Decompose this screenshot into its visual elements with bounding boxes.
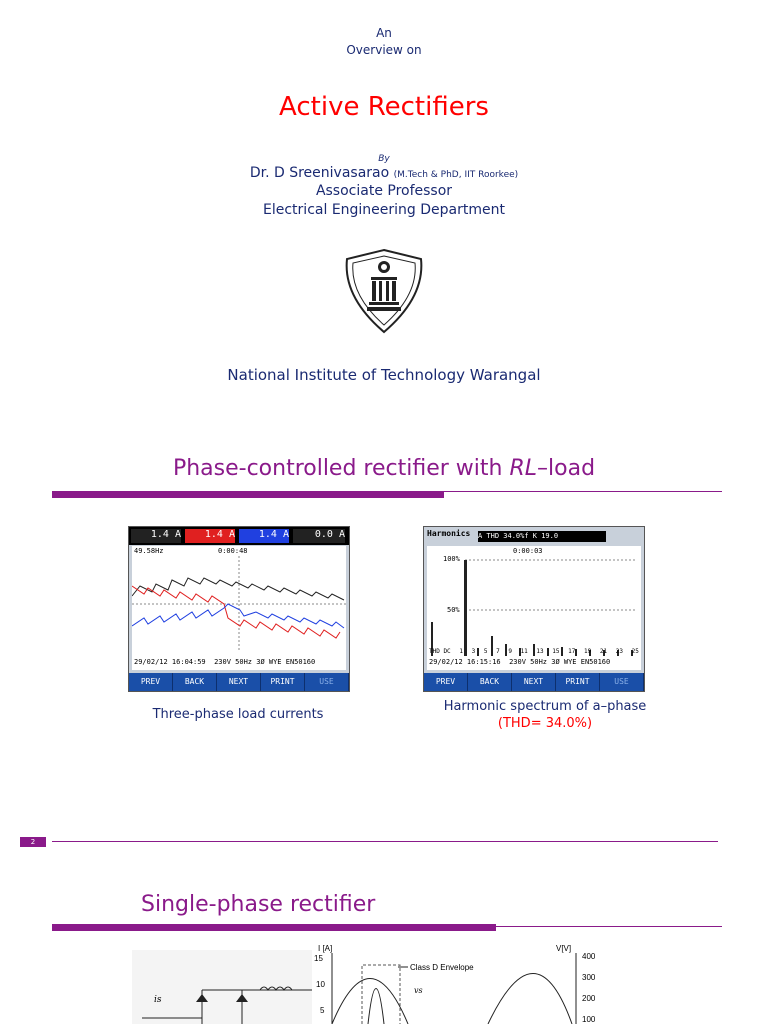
scope-use-button: USE — [305, 673, 349, 691]
thd-readout: A THD 34.0%f K 19.0 — [478, 531, 606, 542]
slide2-footer-rule — [52, 841, 718, 842]
scope-back-button: BACK — [173, 673, 217, 691]
scope-footer — [134, 658, 315, 666]
slide2-title-suffix: –load — [537, 456, 596, 481]
slide2-title — [0, 456, 768, 481]
author-department: Electrical Engineering Department — [263, 202, 505, 218]
caption-harmonic-spectrum: Harmonic spectrum of a–phase — [443, 699, 647, 714]
x-label: THD DC — [429, 648, 451, 655]
slide2-title-prefix: Phase-controlled rectifier with — [172, 456, 510, 481]
harmonics-elapsed: 0:00:03 — [513, 547, 543, 555]
label-100-percent: 100% — [443, 555, 460, 563]
x-label: 13 — [536, 648, 544, 655]
caption-three-phase-currents: Three-phase load currents — [152, 707, 324, 722]
page-number-badge: 2 — [20, 837, 46, 847]
harmonics-use-button: USE — [600, 673, 644, 691]
x-label: 21 — [599, 648, 608, 655]
harmonic-x-labels — [429, 648, 639, 655]
slide3-title: Single-phase rectifier — [141, 892, 376, 917]
left-axis-label: I [A] — [318, 944, 333, 953]
x-label: 9 — [508, 648, 512, 655]
harmonics-prev-button: PREV — [424, 673, 468, 691]
author-line — [0, 165, 768, 181]
chn-reading: 0.0 A — [293, 529, 345, 543]
intro-overview-on: Overview on — [346, 43, 422, 57]
author-credentials: (M.Tech & PhD, IIT Roorkee) — [393, 170, 519, 180]
scope-harmonic-spectrum — [423, 526, 645, 692]
harmonic-bars — [427, 556, 641, 656]
x-label: 15 — [552, 648, 560, 655]
left-tick: 10 — [316, 980, 325, 989]
x-label: 25 — [631, 648, 639, 655]
right-tick: 300 — [582, 973, 596, 982]
x-label: 5 — [483, 648, 488, 655]
harmonics-footer — [429, 658, 610, 666]
scope-screen — [132, 546, 346, 670]
x-label: 23 — [615, 648, 623, 655]
intro-an: An — [376, 26, 392, 40]
slide2-title-bar — [52, 491, 444, 498]
scope-footer-date: 29/02/12 16:04:59 — [134, 658, 206, 666]
right-axis-label: V[V] — [556, 944, 572, 953]
institute-logo — [341, 247, 427, 335]
author-name: Dr. D Sreenivasarao — [249, 165, 390, 181]
x-label: 11 — [520, 648, 528, 655]
ch1-reading: 1.4 A — [131, 529, 181, 543]
vs-label: vs — [414, 986, 423, 995]
slide3-title-bar — [52, 924, 496, 931]
is-label: is — [154, 995, 162, 1005]
envelope-label: Class D Envelope — [410, 963, 474, 972]
harmonics-back-button: BACK — [468, 673, 512, 691]
harmonics-screen — [427, 546, 641, 670]
harmonics-next-button: NEXT — [512, 673, 556, 691]
rectifier-circuit — [132, 950, 312, 1024]
scope-channel-header — [129, 527, 349, 545]
right-tick: 400 — [582, 952, 596, 961]
scope-frequency: 49.58Hz — [134, 547, 164, 555]
x-label: 17 — [568, 648, 576, 655]
harmonics-header — [424, 527, 644, 545]
harmonics-print-button: PRINT — [556, 673, 600, 691]
right-tick: 100 — [582, 1015, 596, 1024]
right-tick: 200 — [582, 994, 596, 1003]
slide2-title-rule — [444, 491, 722, 492]
scope-prev-button: PREV — [129, 673, 173, 691]
scope-print-button: PRINT — [261, 673, 305, 691]
by-label: By — [378, 154, 390, 164]
harmonics-footer-info: 230V 50Hz 3Ø WYE EN50160 — [509, 658, 611, 666]
caption-thd: (THD= 34.0%) — [497, 716, 593, 731]
author-position: Associate Professor — [315, 183, 453, 199]
x-label: 1 — [459, 648, 463, 655]
institute-name: National Institute of Technology Warangal — [227, 366, 541, 384]
harmonics-heading: Harmonics — [427, 529, 471, 538]
scope-waveforms — [132, 556, 346, 652]
left-tick: 15 — [314, 954, 323, 963]
scope-softkeys — [129, 673, 349, 691]
harmonics-softkeys — [424, 673, 644, 691]
slide3-title-rule — [496, 926, 722, 927]
ch3-reading: 1.4 A — [239, 529, 289, 543]
x-label: 19 — [584, 648, 592, 655]
left-tick: 5 — [320, 1006, 325, 1015]
scope-footer-info: 230V 50Hz 3Ø WYE EN50160 — [214, 658, 316, 666]
x-label: 3 — [471, 648, 476, 655]
presentation-title: Active Rectifiers — [279, 92, 489, 122]
ch2-reading: 1.4 A — [185, 529, 235, 543]
label-50-percent: 50% — [447, 606, 460, 614]
x-label: 7 — [496, 648, 500, 655]
single-phase-waveform-plot — [310, 943, 610, 1024]
slide2-title-italic: RL — [509, 456, 538, 481]
scope-three-phase-currents — [128, 526, 350, 692]
harmonics-footer-date: 29/02/12 16:15:16 — [429, 658, 501, 666]
scope-next-button: NEXT — [217, 673, 261, 691]
scope-elapsed: 0:00:48 — [218, 547, 248, 555]
